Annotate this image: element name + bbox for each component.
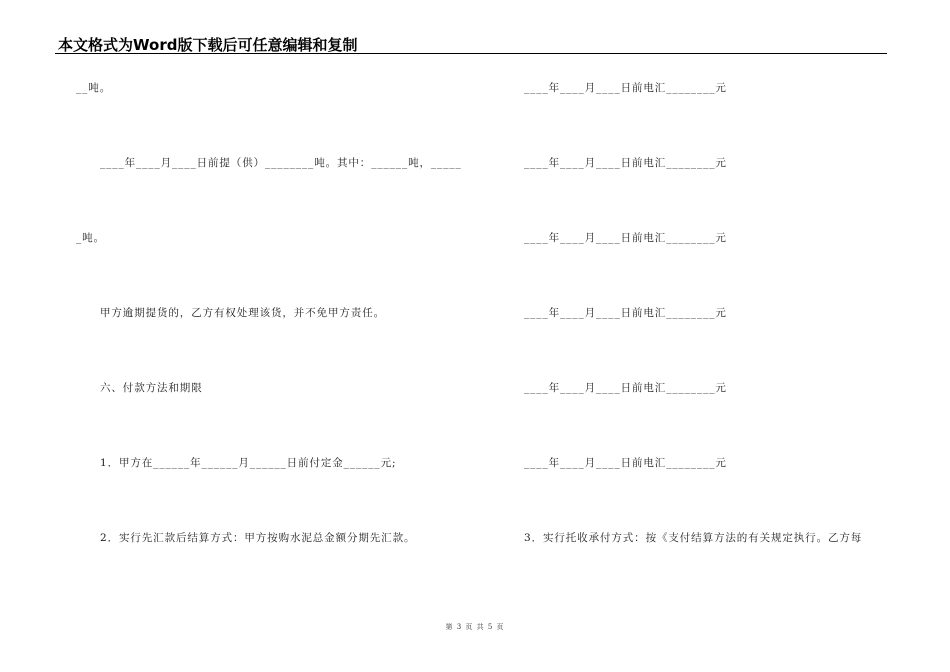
section-heading: 六、付款方法和期限 <box>100 382 203 394</box>
text-line: ____年____月____日前电汇________元 <box>524 157 727 169</box>
page-number: 第 3 页 共 5 页 <box>445 623 505 631</box>
text-line: 1．甲方在______年______月______日前付定金______元; <box>100 457 397 469</box>
text-line: ____年____月____日前电汇________元 <box>524 382 727 394</box>
text-line: ____年____月____日前电汇________元 <box>524 307 727 319</box>
text-line: _吨。 <box>76 232 105 244</box>
text-line: 甲方逾期提货的，乙方有权处理该货，并不免甲方责任。 <box>100 307 385 319</box>
page-title: 本文格式为Word版下载后可任意编辑和复制 <box>58 36 358 54</box>
header-divider <box>55 53 887 54</box>
text-line: ____年____月____日前电汇________元 <box>524 457 727 469</box>
text-line: ____年____月____日前电汇________元 <box>524 232 727 244</box>
text-line: 3．实行托收承付方式：按《支付结算方法的有关规定执行。乙方每 <box>524 532 863 544</box>
text-line: ____年____月____日前提（供）________吨。其中：______吨，_____ <box>100 157 462 169</box>
text-line: __吨。 <box>76 82 112 94</box>
text-line: ____年____月____日前电汇________元 <box>524 82 727 94</box>
text-line: 2．实行先汇款后结算方式：甲方按购水泥总金额分期先汇款。 <box>100 532 416 544</box>
